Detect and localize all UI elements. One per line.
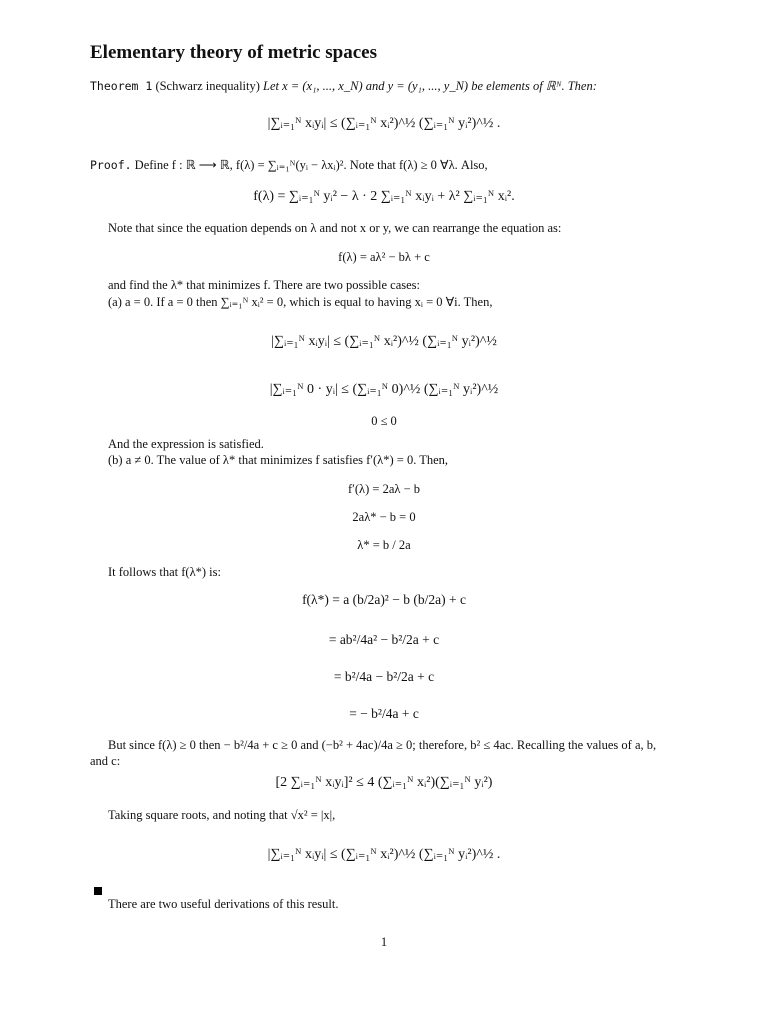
equation-fstar-1: f(λ*) = a (b/2a)² − b (b/2a) + c (302, 592, 466, 607)
paragraph-but-since: But since f(λ) ≥ 0 then − b²/4a + c ≥ 0 and (−b² + 4ac)/4a ≥ 0; therefore, b² ≤ 4ac. Recalling the values of a, b, (108, 738, 657, 752)
paragraph-case-b: (b) a ≠ 0. The value of λ* that minimizes f satisfies f′(λ*) = 0. Then, (108, 453, 449, 467)
equation-case-a-1: |∑ᵢ₌₁ᴺ xᵢyᵢ| ≤ (∑ᵢ₌₁ᴺ xᵢ²)^½ (∑ᵢ₌₁ᴺ yᵢ²)^½ (271, 334, 497, 349)
paragraph-find: and find the λ* that minimizes f. There are two possible cases: (108, 278, 420, 292)
paragraph-useful: There are two useful derivations of this result. (108, 897, 339, 911)
equation-case-a-2: |∑ᵢ₌₁ᴺ 0 · yᵢ| ≤ (∑ᵢ₌₁ᴺ 0)^½ (∑ᵢ₌₁ᴺ yᵢ²)^½ (269, 382, 499, 397)
proof-text: Define f : ℝ ⟶ ℝ, f(λ) = ∑ᵢ₌₁ᴺ(yᵢ − λxᵢ)². Note that f(λ) ≥ 0 ∀λ. Also, (134, 158, 488, 172)
qed-square-icon (94, 887, 102, 895)
equation-fstar-4: = − b²/4a + c (349, 706, 419, 721)
equation-squared: [2 ∑ᵢ₌₁ᴺ xᵢyᵢ]² ≤ 4 (∑ᵢ₌₁ᴺ xᵢ²)(∑ᵢ₌₁ᴺ yᵢ²) (275, 775, 493, 790)
equation-derivative-zero: 2aλ* − b = 0 (352, 510, 416, 524)
paragraph-roots: Taking square roots, and noting that √x² = |x|, (108, 808, 336, 822)
proof-label: Proof. (90, 158, 132, 172)
theorem-label: Theorem 1 (90, 79, 153, 93)
equation-f-expanded: f(λ) = ∑ᵢ₌₁ᴺ yᵢ² − λ · 2 ∑ᵢ₌₁ᴺ xᵢyᵢ + λ² ∑ᵢ₌₁ᴺ xᵢ². (253, 189, 515, 204)
paragraph-case-a: (a) a = 0. If a = 0 then ∑ᵢ₌₁ᴺ xᵢ² = 0, which is equal to having xᵢ = 0 ∀i. Then, (108, 295, 493, 309)
paragraph-satisfied: And the expression is satisfied. (108, 437, 264, 451)
equation-derivative: f′(λ) = 2aλ − b (348, 482, 420, 496)
paragraph-and-c: and c: (90, 754, 121, 768)
equation-fstar-3: = b²/4a − b²/2a + c (333, 669, 435, 684)
paragraph-note: Note that since the equation depends on λ and not x or y, we can rearrange the equation as: (108, 221, 562, 235)
page-number: 1 (380, 935, 388, 949)
equation-final: |∑ᵢ₌₁ᴺ xᵢyᵢ| ≤ (∑ᵢ₌₁ᴺ xᵢ²)^½ (∑ᵢ₌₁ᴺ yᵢ²)^½ . (267, 847, 501, 862)
theorem-name: (Schwarz inequality) (155, 79, 260, 93)
equation-lambda-star: λ* = b / 2a (357, 538, 411, 552)
equation-case-a-3: 0 ≤ 0 (371, 414, 397, 428)
equation-fstar-2: = ab²/4a² − b²/2a + c (328, 632, 440, 647)
theorem-statement (90, 78, 597, 94)
document-title: Elementary theory of metric spaces (90, 42, 378, 63)
theorem-text: Let x = (x₁, ..., x_N) and y = (y₁, ..., y_N) be elements of ℝᴺ. Then: (263, 79, 597, 93)
paragraph-follows: It follows that f(λ*) is: (108, 565, 221, 579)
proof-line (90, 157, 488, 173)
equation-schwarz: |∑ᵢ₌₁ᴺ xᵢyᵢ| ≤ (∑ᵢ₌₁ᴺ xᵢ²)^½ (∑ᵢ₌₁ᴺ yᵢ²)^½ . (267, 116, 501, 131)
equation-f-quadratic: f(λ) = aλ² − bλ + c (338, 250, 430, 264)
